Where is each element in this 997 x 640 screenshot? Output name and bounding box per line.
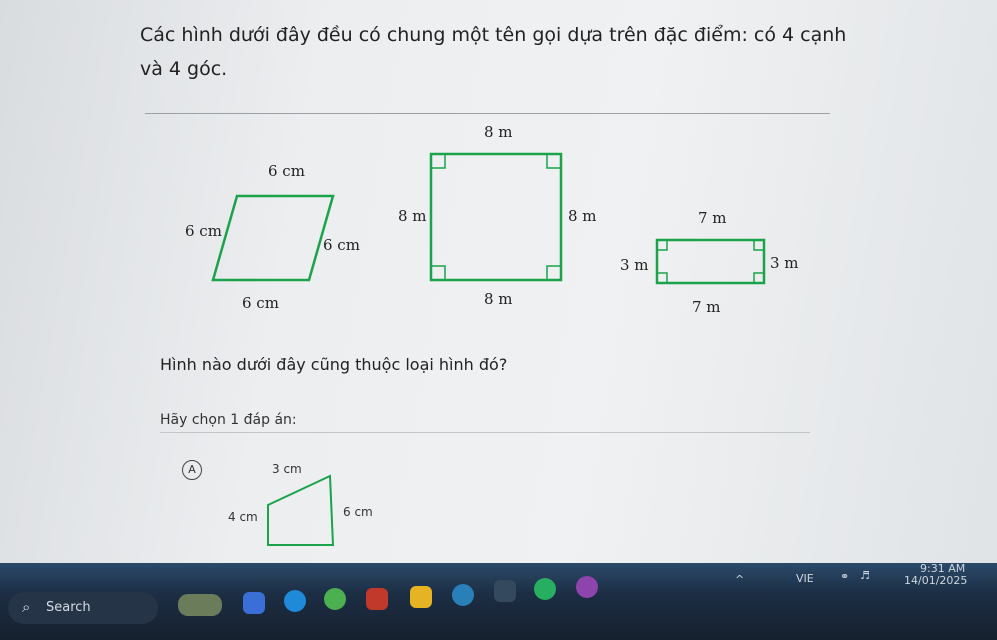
square-top-label: 8 m [484,123,513,141]
right-angle-marks [431,154,561,280]
rectangle-left-label: 3 m [620,256,649,274]
divider [145,113,830,114]
prompt-text: Hình nào dưới đây cũng thuộc loại hình đó? [160,355,508,374]
rectangle-right-label: 3 m [770,254,799,272]
divider [160,432,810,433]
app-icon[interactable] [366,588,388,610]
language-indicator[interactable]: VIE [796,572,814,585]
square-right-label: 8 m [568,207,597,225]
rhombus-bottom-label: 6 cm [242,294,279,312]
app-icon[interactable] [452,584,474,606]
browser-icon[interactable] [284,590,306,612]
instruction-text: Hãy chọn 1 đáp án: [160,412,297,428]
chevron-up-icon[interactable]: ^ [735,573,745,586]
question-text: Các hình dưới đây đều có chung một tên gọi dựa trên đặc điểm: có 4 cạnh và 4 góc. [140,24,847,80]
square-left-label: 8 m [398,207,427,225]
rhombus-right-label: 6 cm [323,236,360,254]
app-icon[interactable] [576,576,598,598]
search-label: Search [46,600,91,615]
rhombus-top-label: 6 cm [268,162,305,180]
search-icon: ⌕ [22,598,31,616]
app-icon[interactable] [494,580,516,602]
clock-date[interactable]: 14/01/2025 [904,574,968,587]
wifi-icon[interactable]: ⚭ [840,570,850,583]
rectangle-top-label: 7 m [698,209,727,227]
chrome-icon[interactable] [324,588,346,610]
app-icon[interactable] [410,586,432,608]
rhombus-left-label: 6 cm [185,222,222,240]
app-icon[interactable] [534,578,556,600]
option-a-top-label: 3 cm [272,462,302,476]
app-icon[interactable] [243,592,265,614]
widgets-icon[interactable] [178,594,222,616]
option-a-right-label: 6 cm [343,505,373,519]
volume-icon[interactable]: ♬ [860,569,870,582]
option-a-radio[interactable]: A [182,460,202,480]
option-a-left-label: 4 cm [228,510,258,524]
clock-time[interactable]: 9:31 AM [920,562,966,575]
rectangle-shape [657,240,764,283]
taskbar-search[interactable] [8,592,158,624]
rhombus-shape [213,196,333,280]
rectangle-bottom-label: 7 m [692,298,721,316]
option-a-shape[interactable] [260,470,340,550]
square-bottom-label: 8 m [484,290,513,308]
square-shape [431,154,561,280]
